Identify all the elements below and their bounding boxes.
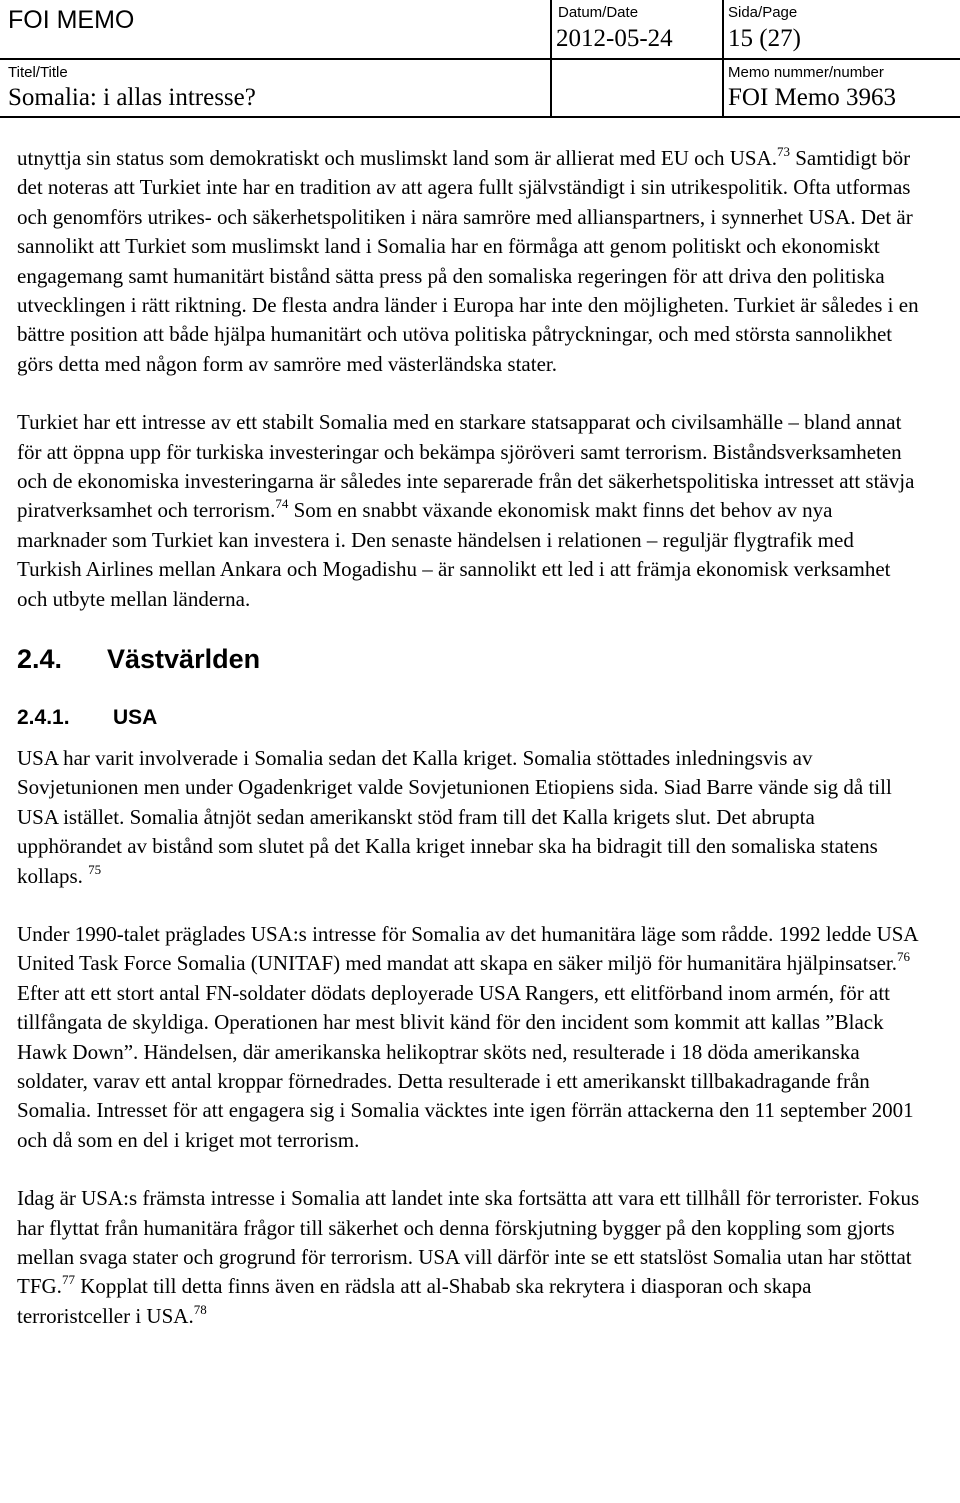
paragraph-text: Kopplat till detta finns även en rädsla att al-Shabab ska rekrytera i diasporan och skapa terroristceller i USA.: [17, 1274, 812, 1328]
document-date: 2012-05-24: [556, 25, 673, 52]
paragraph: [17, 408, 922, 614]
document-title: Somalia: i allas intresse?: [8, 84, 256, 111]
section-heading: [17, 645, 922, 674]
paragraph-text: Samtidigt bör det noteras att Turkiet inte har en tradition av att agera fullt självständigt i sin utrikespolitik. Ofta utformas och genomförs utrikes- och säkerhetspolitiken i nära samröre med allianspartners, i synnerhet USA. Det är sannolikt att Turkiet som muslimskt land i Somalia har en förmåga att genom politiskt och ekonomiskt engagemang samt humanitärt bistånd sätta press på den somaliska regeringen för att driva den politiska utvecklingen i rätt riktning. De flesta andra länder i Europa har inte den möjligheten. Turkiet är således i en bättre position att både hjälpa humanitärt och utöva politiska påtryckningar, och med största sannolikhet görs detta med någon form av samröre med västerländska stater.: [17, 146, 919, 376]
paragraph: [17, 144, 922, 379]
subsection-title: USA: [113, 705, 158, 729]
paragraph-text: Efter att ett stort antal FN-soldater dödats deployerade USA Rangers, ett elitförband inom armén, för att tillfångata de skyldiga. Operationen har mest blivit känd för den incident som kommit att kallas ”Black Hawk Down”. Händelsen, där amerikanska helikoptrar sköts ned, resulterade i 18 döda amerikanska soldater, varav ett antal kroppar förnedrades. Detta resulterade i ett amerikanskt tillbakadragande från Somalia. Intresset för att engagera sig i Somalia väcktes inte igen förrän attackerna den 11 september 2001 och då som en del i kriget mot terrorism.: [17, 980, 914, 1152]
page-number: 15 (27): [728, 25, 801, 52]
document-body: [17, 144, 922, 1331]
memo-number-label: Memo nummer/number: [728, 64, 884, 81]
header-divider: [0, 58, 550, 60]
memo-number: FOI Memo 3963: [728, 84, 897, 111]
page-label: Sida/Page: [728, 4, 798, 21]
footnote-ref: 73: [777, 144, 790, 159]
paragraph-text: utnyttja sin status som demokratiskt och muslimskt land som är allierat med EU och USA.: [17, 146, 777, 170]
paragraph-text: Som en snabbt växande ekonomisk makt finns det behov av nya marknader som Turkiet kan investera i. Den senaste händelsen i relationen – reguljär flygtrafik med Turkish Airlines mellan Ankara och Mogadishu – är sannolikt ett led i att främja ekonomisk verksamhet och utbyte mellan länderna.: [17, 498, 891, 611]
paragraph-text: Idag är USA:s främsta intresse i Somalia att landet inte ska fortsätta att vara ett tillhåll för terrorister. Fokus har flyttat från humanitära frågor till säkerhet och denna förskjutning bygger på den koppling som gjorts mellan svaga stater och grogrund för terrorism. USA vill därför inte se ett statslöst Somalia utan har stöttat TFG.: [17, 1186, 920, 1299]
header-divider: [724, 58, 960, 60]
paragraph-text: Under 1990-talet präglades USA:s intresse för Somalia av det humanitära läge som rådde. 1992 ledde USA United Task Force Somalia (UNITAF) med mandat att skapa en säker miljö för humanitära hjälpinsatser.: [17, 921, 918, 976]
brand-label: FOI MEMO: [8, 6, 135, 34]
header-page-cell: [722, 0, 960, 118]
document-header: [0, 0, 960, 118]
paragraph: [17, 1184, 922, 1331]
footnote-ref: 78: [193, 1301, 207, 1317]
section-number: 2.4.: [17, 644, 63, 675]
paragraph: [17, 744, 922, 891]
subsection-number: 2.4.1.: [17, 705, 70, 729]
header-date-cell: [550, 0, 724, 118]
section-title: Västvärlden: [107, 644, 261, 675]
paragraph-text: Turkiet har ett intresse av ett stabilt Somalia med en starkare statsapparat och civilsamhälle – bland annat för att öppna upp för turkiska investeringar och bekämpa sjöröveri samt terrorism. Biståndsverksamheten och de ekonomiska investeringarna är således inte separerade från det säkerhetspolitiska intresset att stävja piratverksamhet och terrorism.: [17, 410, 915, 523]
subsection-heading: [17, 703, 922, 732]
footnote-ref: 74: [275, 496, 289, 512]
paragraph-text: USA har varit involverade i Somalia sedan det Kalla kriget. Somalia stöttades inledningsvis av Sovjetunionen men under Ogadenkriget valde Sovjetunionen Etiopiens sida. Siad Barre vände sig då till USA istället. Somalia åtnjöt sedan amerikanskt stöd fram till det Kalla krigets slut. Det abrupta upphörandet av bistånd som slutet på det Kalla kriget innebar ska ha bidragit till den somaliska statens kollaps.: [17, 745, 892, 888]
footnote-ref: 77: [61, 1272, 75, 1288]
header-divider: [552, 58, 724, 60]
footnote-ref: 76: [896, 949, 910, 965]
header-bottom-rule: [0, 116, 960, 118]
paragraph: [17, 920, 922, 1155]
header-title-cell: [0, 0, 550, 118]
footnote-ref: 75: [88, 861, 102, 877]
title-label: Titel/Title: [8, 64, 68, 81]
date-label: Datum/Date: [558, 4, 639, 21]
